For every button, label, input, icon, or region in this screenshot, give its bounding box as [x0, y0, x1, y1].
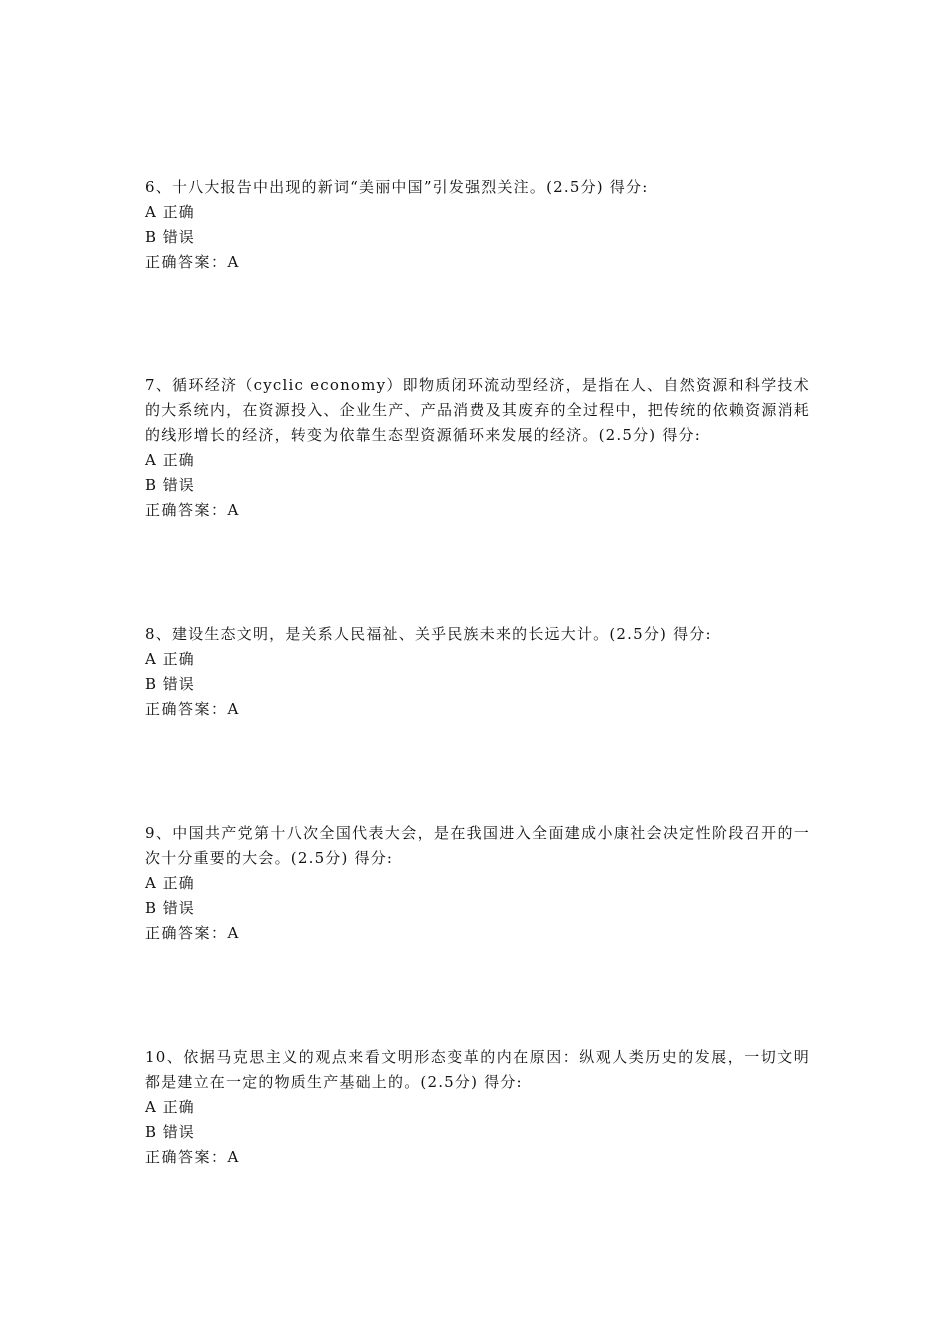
- correct-answer: 正确答案：A: [145, 924, 240, 942]
- option-a: A 正确: [145, 451, 195, 469]
- question-7: [145, 373, 810, 523]
- option-a: A 正确: [145, 203, 195, 221]
- option-a: A 正确: [145, 874, 195, 892]
- question-8: [145, 622, 810, 722]
- option-b: B 错误: [145, 675, 195, 693]
- correct-answer: 正确答案：A: [145, 253, 240, 271]
- question-6: [145, 175, 810, 275]
- question-stem: 6、十八大报告中出现的新词“美丽中国”引发强烈关注。(2.5分) 得分:: [145, 178, 649, 196]
- option-b: B 错误: [145, 228, 195, 246]
- option-a: A 正确: [145, 1098, 195, 1116]
- question-stem: 9、中国共产党第十八次全国代表大会，是在我国进入全面建成小康社会决定性阶段召开的一次十分重要的大会。(2.5分) 得分:: [145, 824, 810, 867]
- question-stem: 7、循环经济（cyclic economy）即物质闭环流动型经济，是指在人、自然资源和科学技术的大系统内，在资源投入、企业生产、产品消费及其废弃的全过程中，把传统的依赖资源消耗的线形增长的经济，转变为依靠生态型资源循环来发展的经济。(2.5分) 得分:: [145, 376, 810, 444]
- question-stem: 10、依据马克思主义的观点来看文明形态变革的内在原因：纵观人类历史的发展，一切文明都是建立在一定的物质生产基础上的。(2.5分) 得分:: [145, 1048, 810, 1091]
- correct-answer: 正确答案：A: [145, 1148, 240, 1166]
- correct-answer: 正确答案：A: [145, 501, 240, 519]
- correct-answer: 正确答案：A: [145, 700, 240, 718]
- option-b: B 错误: [145, 899, 195, 917]
- option-b: B 错误: [145, 1123, 195, 1141]
- question-9: [145, 821, 810, 946]
- question-stem: 8、建设生态文明，是关系人民福祉、关乎民族未来的长远大计。(2.5分) 得分:: [145, 625, 712, 643]
- option-a: A 正确: [145, 650, 195, 668]
- question-10: [145, 1045, 810, 1170]
- option-b: B 错误: [145, 476, 195, 494]
